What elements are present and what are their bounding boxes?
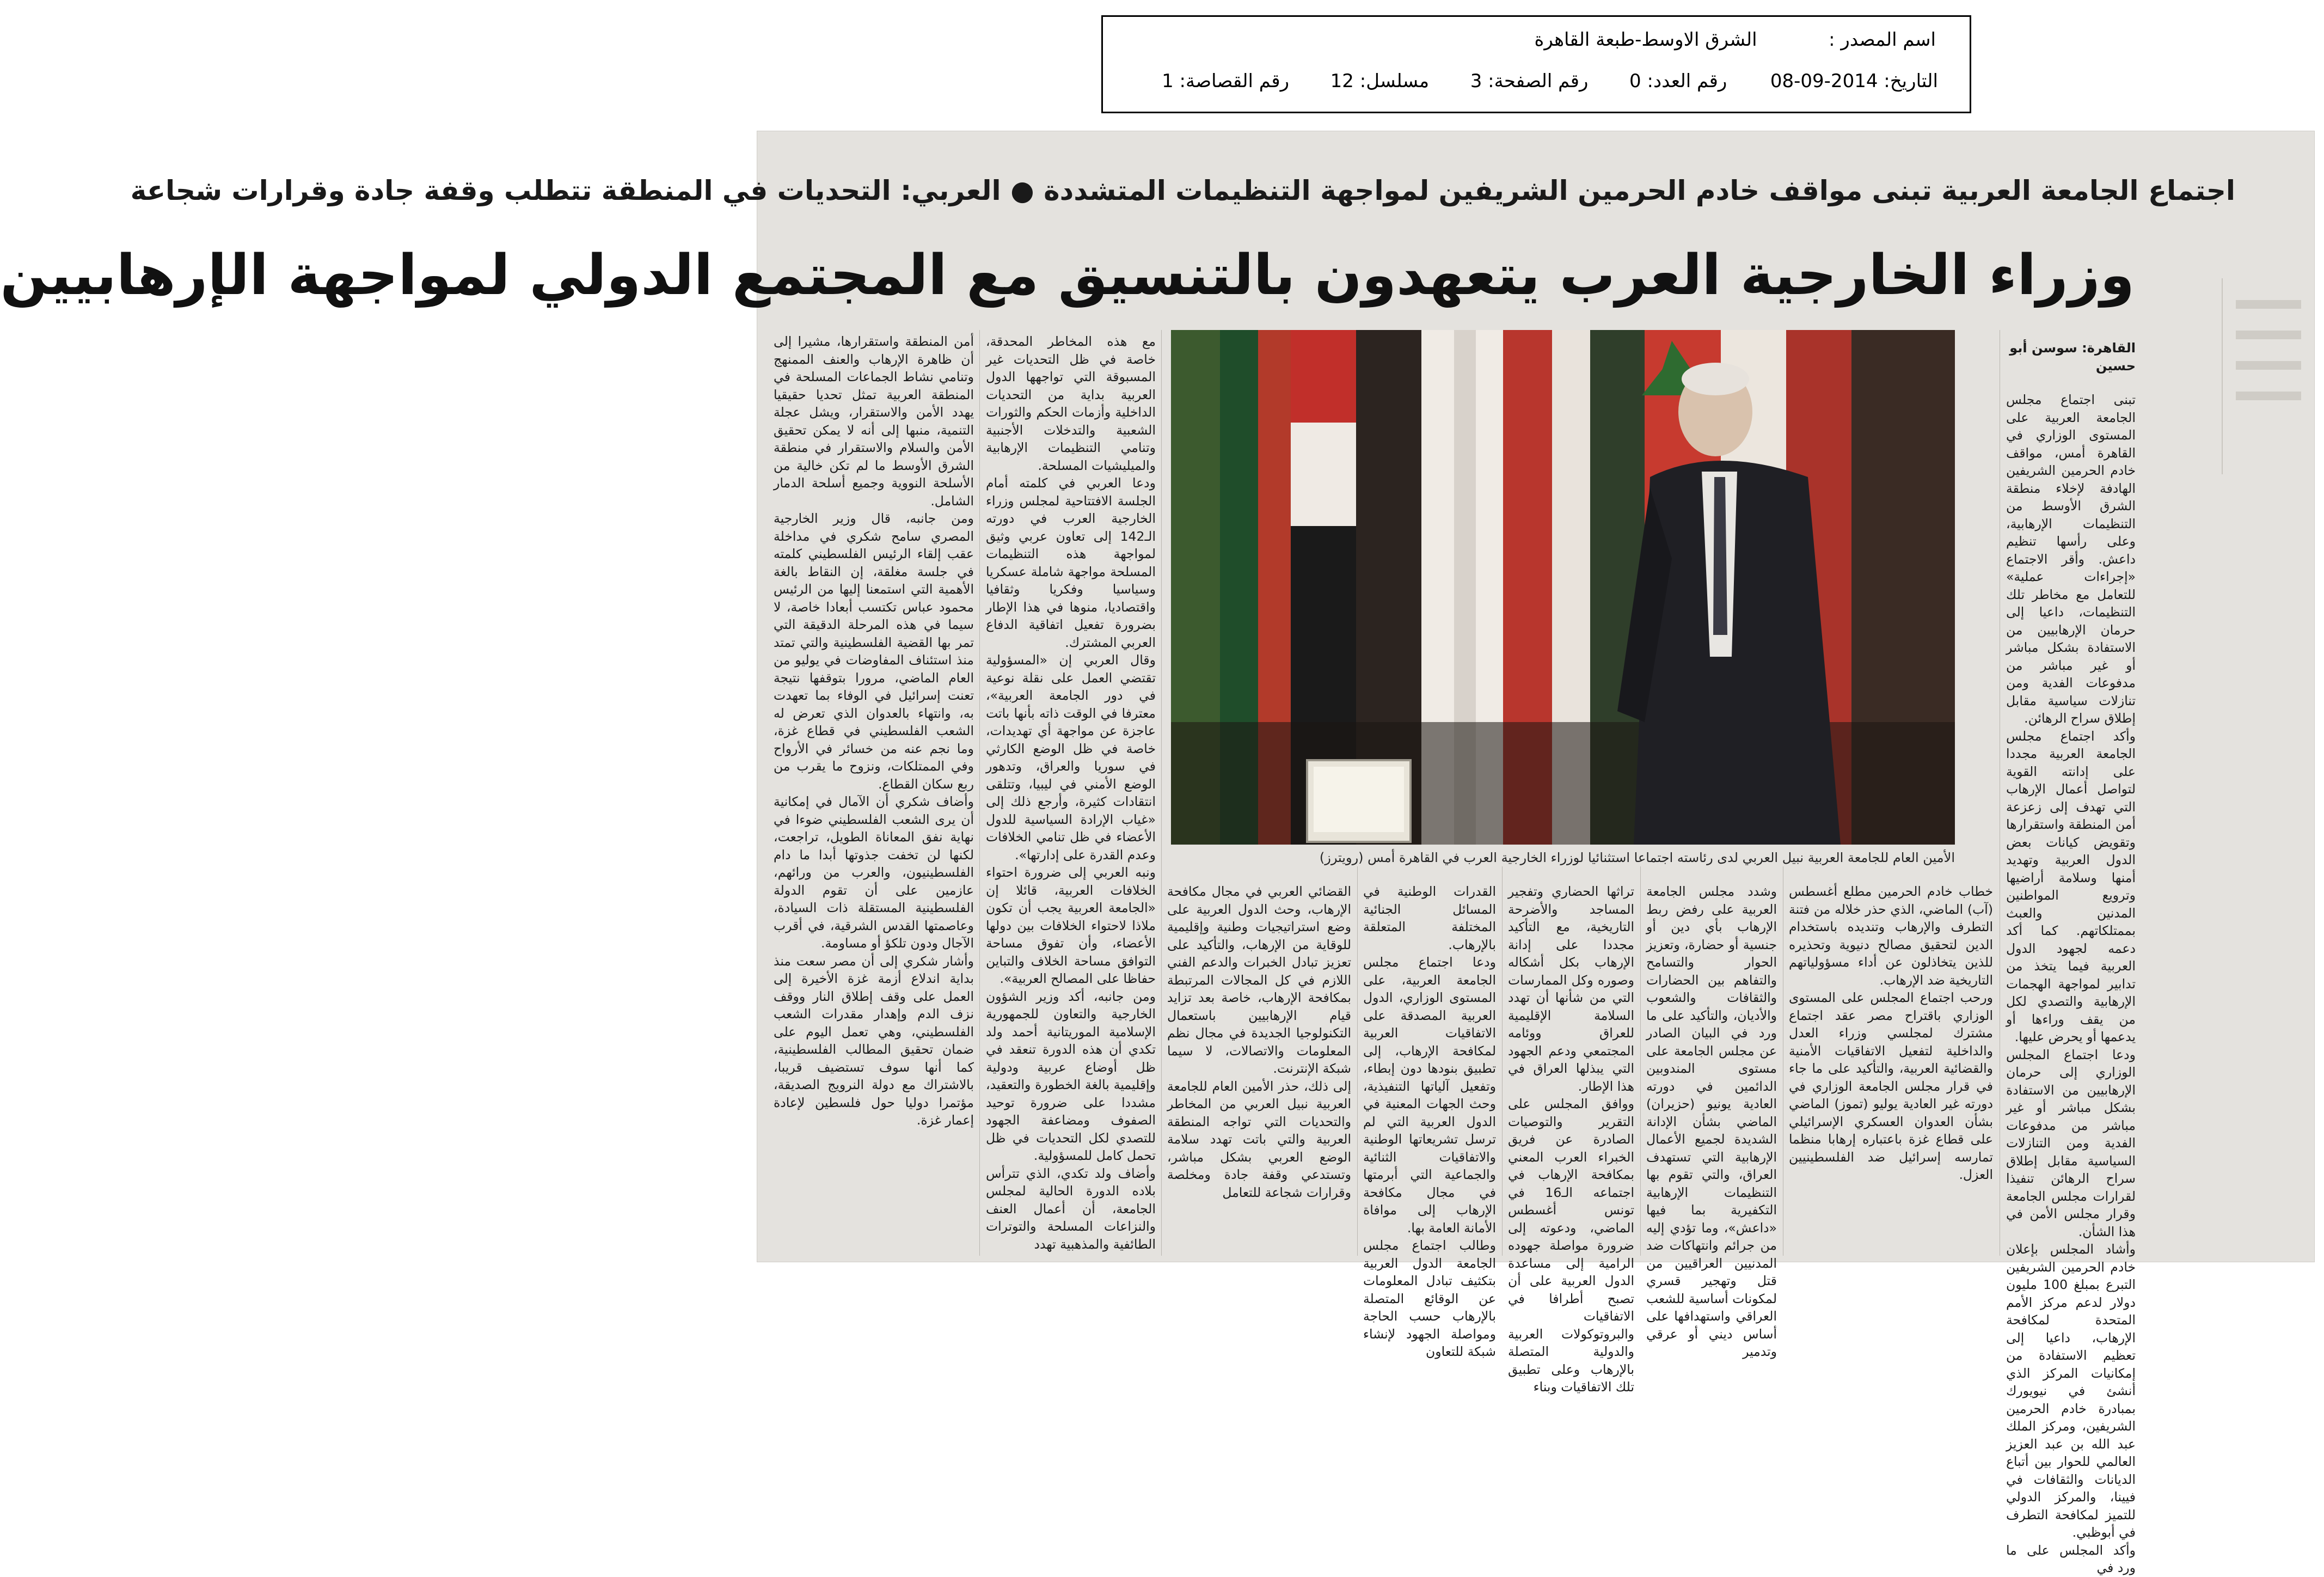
paragraph: ووافق المجلس على التقرير والتوصيات الصادرة عن فريق الخبراء العرب المعني بمكافحة الإرهاب في اجتماعه الـ16 في تونس أغسطس الماضي، ودعوته إلى ضرورة مواصلة جهوده الرامية إلى مساعدة الدول العربية على أن تصبح أطرافا في الاتفاقيات والبروتوكولات العربية والدولية المتصلة بالإرهاب وعلى تطبيق تلك الاتفاقيات وبناء xyxy=(1508,1096,1635,1395)
paragraph: وأكد المجلس على ما ورد في xyxy=(2006,1542,2136,1575)
issue-label: رقم العدد: xyxy=(1647,70,1727,92)
paragraph: وأكد اجتماع مجلس الجامعة العربية مجددا على إدانته القوية لتواصل أعمال الإرهاب التي تهدف إلى زعزعة أمن المنطقة واستقرارها وتقويض كيانات بعض الدول العربية وتهديد أمنها وسلامة أراضيها وترويع المواطنين المدنين والعبث بممتلكاتهم. كما أكد دعمه لجهود الدول العربية فيما يتخذ من تدابير لمواجهة الهجمات الإرهابية والتصدي لكل من يقف وراءها أو يدعمها أو يحرض عليها. xyxy=(2006,728,2136,1044)
paragraph: وشدد مجلس الجامعة العربية على رفض ربط الإرهاب بأي دين أو جنسية أو حضارة، وتعزيز الحوار والتسامح والتفاهم بين الحضارات والثقافات والشعوب والأديان، والتأكيد على ما ورد في البيان الصادر عن مجلس الجامعة على مستوى المندوبين الدائمين في دورته العادية يونيو (حزيران) الماضي بشأن الإدانة الشديدة لجميع الأعمال الإرهابية التي تستهدف العراق، والتي تقوم بها التنظيمات الإرهابية التكفيرية بما فيها «داعش»، وما تؤدي إليه من جرائم وانتهاكات ضد المدنيين العراقيين من قتل وتهجير قسري لمكونات أساسية للشعب العراقي واستهدافها على أساس ديني أو عرقي وتدمير xyxy=(1646,884,1777,1359)
article-column-2 xyxy=(1789,883,1993,1253)
paragraph: القضائي العربي في مجال مكافحة الإرهاب، وحث الدول العربية على وضع استراتيجيات وطنية وإقليمية للوقاية من الإرهاب، والتأكيد على تعزيز تبادل الخبرات والدعم الفني اللازم في كل المجالات المرتبطة بمكافحة الإرهاب، خاصة بعد تزايد قيام الإرهابيين باستعمال التكنولوجيا الجديدة في مجال نظم المعلومات والاتصالات، لا سيما شبكة الإنترنت. xyxy=(1167,884,1351,1076)
issue-value: 0 xyxy=(1629,70,1641,92)
clip-label: رقم القصاصة: xyxy=(1179,70,1290,92)
column-divider xyxy=(979,330,980,1256)
paragraph: ودعا اجتماع المجلس الوزاري إلى حرمان الإرهابيين من الاستفادة بشكل مباشر أو غير مباشر من مدفوعات الفدية ومن التنازلات السياسية مقابل إطلاق سراح الرهائن تنفيذا لقرارات مجلس الجامعة وقرار مجلس الأمن في هذا الشأن. xyxy=(2006,1047,2136,1239)
page-value: 3 xyxy=(1470,70,1482,92)
article-photo xyxy=(1171,330,1955,845)
article-column-6 xyxy=(1167,883,1351,1253)
article-column-7 xyxy=(986,333,1156,1254)
article-byline: القاهرة: سوسن أبو حسين xyxy=(2009,340,2136,374)
article-column-8 xyxy=(774,333,974,1254)
column-divider xyxy=(1502,866,1503,1256)
column-divider xyxy=(1357,866,1358,1256)
paragraph: تراثها الحضاري وتفجير المساجد والأضرحة التاريخية، مع التأكيد مجددا على إدانة الإرهاب بكل أشكاله وصوره وكل الممارسات التي من شأنها أن تهدد السلامة الإقليمية للعراق ووئامه المجتمعي ودعم الجهود التي يبذلها العراق في هذا الإطار. xyxy=(1508,884,1634,1094)
date-value: 08-09-2014 xyxy=(1770,70,1878,92)
paragraph: أمن المنطقة واستقرارها، مشيرا إلى أن ظاهرة الإرهاب والعنف الممنهج وتنامي نشاط الجماعات المسلحة في المنطقة العربية تمثل تحديا حقيقيا يهدد الأمن والاستقرار، ويشل عجلة التنمية، منبها إلى أنه لا يمكن تحقيق الأمن والسلام والاستقرار في منطقة الشرق الأوسط ما لم تكن خالية من الأسلحة النووية وجميع أسلحة الدمار الشامل. xyxy=(774,334,974,509)
paragraph: خطاب خادم الحرمين مطلع أغسطس (آب) الماضي، الذي حذر خلاله من فتنة التطرف والإرهاب وتنديده باستخدام الدين لتحقيق مصالح دنيوية وتحذيره للذين يتخاذلون عن أداء مسؤولياتهم التاريخية ضد الإرهاب. xyxy=(1789,884,1993,988)
paragraph: ومن جانبه، أكد وزير الشؤون الخارجية والتعاون للجمهورية الإسلامية الموريتانية أحمد ولد تكدي أن هذه الدورة تنعقد في ظل أوضاع عربية ودولية وإقليمية بالغة الخطورة والتعقيد، مشددا على ضرورة توحيد الصفوف ومضاعفة الجهود للتصدي لكل التحديات في ظل تحمل كامل للمسؤولية. xyxy=(986,988,1156,1163)
source-value: الشرق الاوسط-طبعة القاهرة xyxy=(1534,29,1757,51)
column-divider xyxy=(1161,330,1162,1256)
paragraph: ونبه العربي إلى ضرورة احتواء الخلافات العربية، قائلا إن «الجامعة العربية يجب أن تكون ملاذا لاحتواء الخلافات بين دولها الأعضاء، وأن تفوق مساحة التوافق مساحة الخلاف والتباين حفاظا على المصالح العربية». xyxy=(986,865,1156,986)
source-info-box xyxy=(1101,15,1971,113)
paragraph: ومن جانبه، قال وزير الخارجية المصري سامح شكري في مداخلة عقب إلقاء الرئيس الفلسطيني كلمته في جلسة مغلقة، إن النقاط بالغة الأهمية التي استمعنا إليها من الرئيس محمود عباس تكتسب أبعادا خاصة، لا سيما في هذه المرحلة الدقيقة التي تمر بها القضية الفلسطينية والتي تمتد منذ استئناف المفاوضات في يوليو من العام الماضي، مرورا بتوقفها نتيجة تعنت إسرائيل في الوفاء بما تعهدت به، وانتهاء بالعدوان الذي تعرض له الشعب الفلسطيني في قطاع غزة، وما نجم عنه من خسائر في الأرواح وفي الممتلكات، ونزوح ما يقرب من ربع سكان القطاع. xyxy=(774,511,974,792)
article-kicker: اجتماع الجامعة العربية تبنى مواقف خادم الحرمين الشريفين لمواجهة التنظيمات المتشددة ● العربي: التحديات في المنطقة تتطلب وقفة جادة وقرارات شجاعة xyxy=(130,175,2235,206)
paragraph: ودعا العربي في كلمته أمام الجلسة الافتتاحية لمجلس وزراء الخارجية العرب في دورته الـ142 إلى تعاون عربي وثيق لمواجهة هذه التنظيمات المسلحة مواجهة شاملة عسكريا وسياسيا وفكريا وثقافيا واقتصاديا، منوها في هذا الإطار بضرورة تفعيل اتفاقية الدفاع العربي المشترك. xyxy=(986,475,1156,650)
serial-label: مسلسل: xyxy=(1359,70,1430,92)
article-headline: وزراء الخارجية العرب يتعهدون بالتنسيق مع المجتمع الدولي لمواجهة الإرهابيين xyxy=(0,243,2135,308)
date-label: التاريخ: xyxy=(1884,70,1938,92)
paragraph: وأشار شكري إلى أن مصر سعت منذ بداية اندلاع أزمة غزة الأخيرة إلى العمل على وقف إطلاق النار ووقف نزف الدم وإهدار مقدرات الشعب الفلسطيني، وهي تعمل اليوم على ضمان تحقيق المطالب الفلسطينية، كما أنها سوف تستضيف قريبا، بالاشتراك مع دولة النرويج الصديقة، مؤتمرا دوليا حول فلسطين لإعادة إعمار غزة. xyxy=(774,953,974,1128)
metadata-row xyxy=(1162,70,1938,92)
newspaper-clipping xyxy=(0,131,2315,1575)
page-label: رقم الصفحة: xyxy=(1488,70,1589,92)
column-divider xyxy=(1640,866,1641,1256)
article-column-4 xyxy=(1508,883,1635,1395)
source-label: اسم المصدر : xyxy=(1829,29,1936,51)
paragraph: مع هذه المخاطر المحدقة، خاصة في ظل التحديات غير المسبوقة التي تواجهها الدول العربية بداية من التحديات الداخلية وأزمات الحكم والثورات الشعبية والتدخلات الأجنبية وتنامي التنظيمات الإرهابية والميليشيات المسلحة. xyxy=(986,334,1156,473)
article-column-5 xyxy=(1363,883,1496,1359)
article-column-3 xyxy=(1646,883,1777,1359)
paragraph: وأضاف ولد تكدي، الذي تترأس بلاده الدورة الحالية لمجلس الجامعة، أن أعمال العنف والنزاعات المسلحة والتوترات الطائفية والمذهبية تهدد xyxy=(986,1165,1156,1252)
paragraph: وطالب اجتماع مجلس الجامعة الدول العربية بتكثيف تبادل المعلومات عن الوقائع المتصلة بالإرهاب حسب الحاجة ومواصلة الجهود لإنشاء شبكة للتعاون xyxy=(1363,1238,1496,1359)
article-column-1 xyxy=(2006,339,2136,1575)
paragraph: إلى ذلك، حذر الأمين العام للجامعة العربية نبيل العربي من المخاطر والتحديات التي تواجه المنطقة العربية والتي باتت تهدد سلامة الوضع العربي بشكل مباشر، وتستدعي وقفة جادة ومخلصة وقرارات شجاعة للتعامل xyxy=(1167,1078,1351,1200)
clip-value: 1 xyxy=(1162,70,1174,92)
paragraph: وأضاف شكري أن الآمال في إمكانية أن يرى الشعب الفلسطيني ضوءا في نهاية نفق المعاناة الطويل، تراجعت، لكنها لن تخفت جذوتها أبدا ما دام الفلسطينيون، والعرب من ورائهم، عازمين على أن تقوم الدولة الفلسطينية المستقلة ذات السيادة، وعاصمتها القدس الشرقية، في أقرب الآجال ودون تلكؤ أو مساومة. xyxy=(774,794,974,951)
adjacent-article-fragment xyxy=(2222,278,2314,474)
photo-illustration xyxy=(1171,330,1955,845)
paragraph: ورحب اجتماع المجلس على المستوى الوزاري باقتراح مصر عقد اجتماع مشترك لمجلسي وزراء العدل والداخلية لتفعيل الاتفاقيات الأمنية والقضائية العربية، والتأكيد على ما جاء في قرار مجلس الجامعة الوزاري في دورته غير العادية يوليو (تموز) الماضي بشأن العدوان العسكري الإسرائيلي على قطاع غزة باعتباره إرهابا منظما تمارسه إسرائيل ضد الفلسطينيين العزل. xyxy=(1789,990,1993,1182)
paragraph: القدرات الوطنية في المسائل الجنائية المختلفة المتعلقة بالإرهاب. xyxy=(1363,884,1496,952)
serial-value: 12 xyxy=(1330,70,1354,92)
photo-caption: الأمين العام للجامعة العربية نبيل العربي لدى رئاسته اجتماعا استثنائيا لوزراء الخارجية العرب في القاهرة أمس (رويترز) xyxy=(1319,850,1955,865)
source-row xyxy=(1535,29,1936,51)
paragraph: وأشاد المجلس بإعلان خادم الحرمين الشريفين التبرع بمبلغ 100 مليون دولار لدعم مركز الأمم المتحدة لمكافحة الإرهاب، داعيا إلى تعظيم الاستفادة من إمكانيات المركز الذي أنشئ في نيويورك بمبادرة خادم الحرمين الشريفين، ومركز الملك عبد الله بن عبد العزيز العالمي للحوار بين أتباع الديانات والثقافات في فيينا، والمركز الدولي للتميز لمكافحة التطرف في أبوظبي. xyxy=(2006,1242,2136,1540)
paragraph: تبنى اجتماع مجلس الجامعة العربية على المستوى الوزاري في القاهرة أمس، مواقف خادم الحرمين الشريفين الهادفة لإخلاء منطقة الشرق الأوسط من التنظيمات الإرهابية، وعلى رأسها تنظيم داعش. وأقر الاجتماع «إجراءات عملية» للتعامل مع مخاطر تلك التنظيمات، داعيا إلى حرمان الإرهابيين من الاستفادة بشكل مباشر أو غير مباشر من مدفوعات الفدية ومن تنازلات سياسية مقابل إطلاق سراح الرهائن. xyxy=(2006,392,2136,726)
paragraph: ودعا اجتماع مجلس الجامعة العربية، على المستوى الوزاري، الدول العربية المصدقة على الاتفاقيات العربية لمكافحة الإرهاب، إلى تطبيق بنودها دون إبطاء، وتفعيل آلياتها التنفيذية، وحث الجهات المعنية في الدول العربية التي لم ترسل تشريعاتها الوطنية والاتفاقيات الثنائية والجماعية التي أبرمتها في مجال مكافحة الإرهاب إلى موافاة الأمانة العامة بها. xyxy=(1363,955,1496,1236)
paragraph: وقال العربي إن «المسؤولية تقتضي العمل على نقلة نوعية في دور الجامعة العربية»، معترفا في الوقت ذاته بأنها باتت عاجزة عن مواجهة أي تهديدات، خاصة في ظل الوضع الكارثي في سوريا والعراق، وتدهور الوضع الأمني في ليبيا، وتتلقى انتقادات كثيرة، وأرجع ذلك إلى «غياب الإرادة السياسية للدول الأعضاء في ظل تنامي الخلافات وعدم القدرة على إدارتها». xyxy=(986,652,1156,863)
